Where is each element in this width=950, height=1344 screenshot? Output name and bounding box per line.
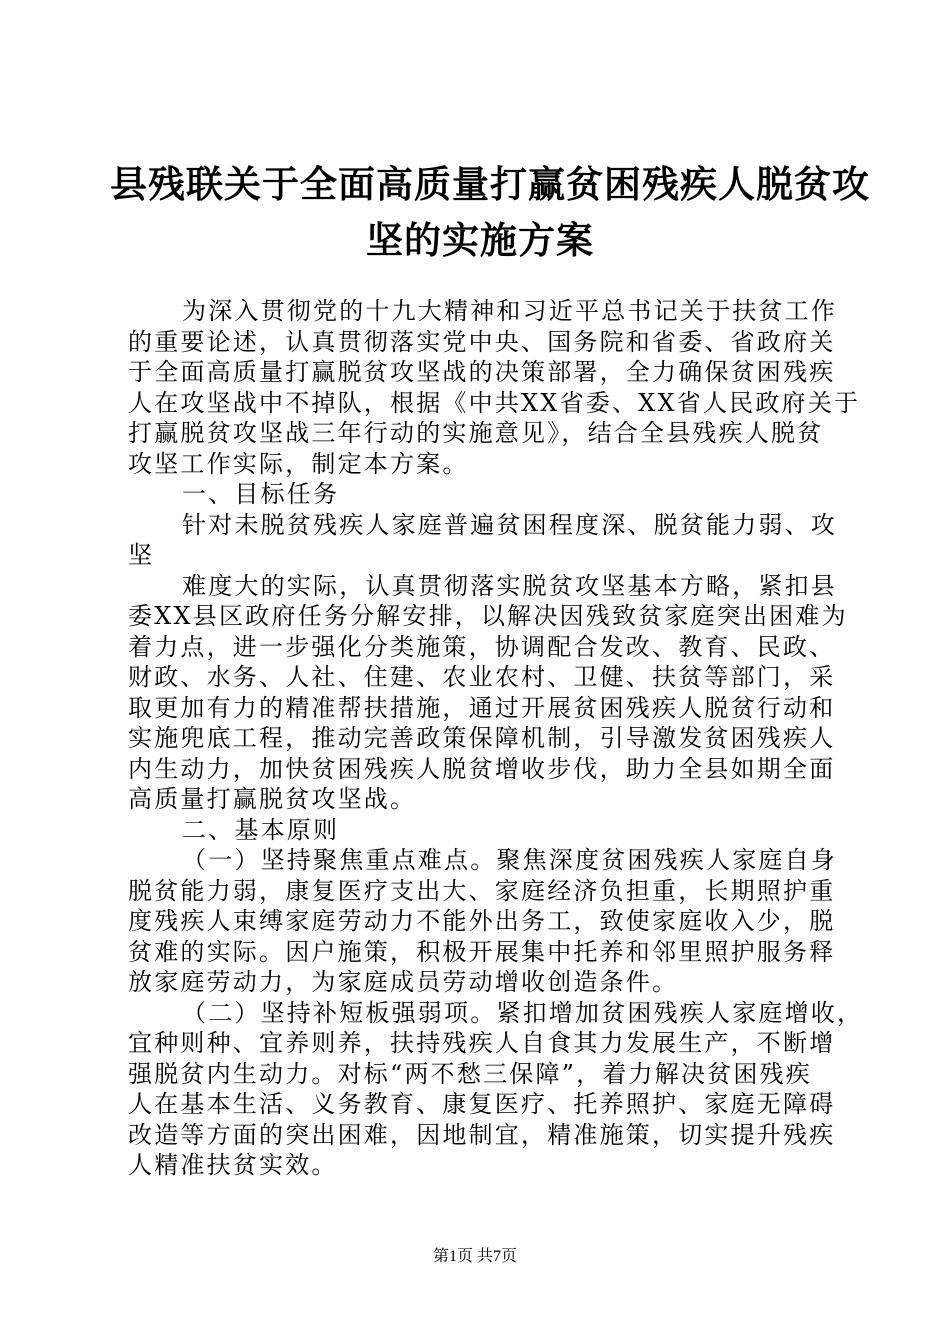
document-title-line-2: 坚的实施方案 [366,218,594,262]
body-line: 改造等方面的突出困难，因地制宜，精准施策，切实提升残疾 [128,1120,836,1149]
body-line: 坚 [128,541,155,569]
body-line: 针对未脱贫残疾人家庭普遍贫困程度深、脱贫能力弱、攻 [182,510,837,539]
document-body [128,296,864,1181]
section-heading: 二、基本原则 [182,815,340,844]
body-line: （二）坚持补短板强弱项。紧扣增加贫困残疾人家庭增收， [182,998,864,1027]
document-title-line-1: 县残联关于全面高质量打赢贫困残疾人脱贫攻 [110,162,870,206]
body-line: 人在基本生活、义务教育、康复医疗、托养照护、家庭无障碍 [128,1090,836,1118]
body-line: 的重要论述，认真贯彻落实党中央、国务院和省委、省政府关 [128,327,836,356]
body-line: 委XX县区政府任务分解安排，以解决因残致贫家庭突出困难为 [128,602,848,630]
body-line: 攻坚工作实际，制定本方案。 [128,449,469,478]
body-line: 取更加有力的精准帮扶措施，通过开展贫困残疾人脱贫行动和 [128,693,836,722]
body-line: 实施兜底工程，推动完善政策保障机制，引导激发贫困残疾人 [128,724,836,752]
body-line: 人精准扶贫实效。 [128,1151,338,1179]
body-line: 人在攻坚战中不掉队，根据《中共XX省委、XX省人民政府关于 [128,388,861,417]
body-line: 于全面高质量打赢脱贫攻坚战的决策部署，全力确保贫困残疾 [128,358,836,386]
body-line: 打赢脱贫攻坚战三年行动的实施意见》，结合全县残疾人脱贫 [128,419,824,447]
body-line: 财政、水务、人社、住建、农业农村、卫健、扶贫等部门，采 [128,663,836,691]
body-line: 脱贫能力弱，康复医疗支出大、家庭经济负担重，长期照护重 [128,876,836,905]
page-footer: 第1页 共7页 [432,1248,517,1265]
body-line: 强脱贫内生动力。对标“两不愁三保障”，着力解决贫困残疾 [128,1059,812,1088]
body-line: 难度大的实际，认真贯彻落实脱贫攻坚基本方略，紧扣县 [182,571,837,600]
body-line: 内生动力，加快贫困残疾人脱贫增收步伐，助力全县如期全面 [128,754,836,783]
section-heading: 一、目标任务 [182,480,340,508]
body-line: 度残疾人束缚家庭劳动力不能外出务工，致使家庭收入少，脱 [128,907,836,935]
body-line: 为深入贯彻党的十九大精神和习近平总书记关于扶贫工作 [182,297,837,325]
body-line: 放家庭劳动力，为家庭成员劳动增收创造条件。 [128,968,679,996]
body-line: 高质量打赢脱贫攻坚战。 [128,785,417,813]
body-line: 贫难的实际。因户施策，积极开展集中托养和邻里照护服务释 [128,937,836,966]
body-line: 宜种则种、宜养则养，扶持残疾人自食其力发展生产，不断增 [128,1029,836,1057]
body-line: （一）坚持聚焦重点难点。聚焦深度贫困残疾人家庭自身 [182,846,837,874]
body-line: 着力点，进一步强化分类施策，协调配合发改、教育、民政、 [128,632,836,661]
